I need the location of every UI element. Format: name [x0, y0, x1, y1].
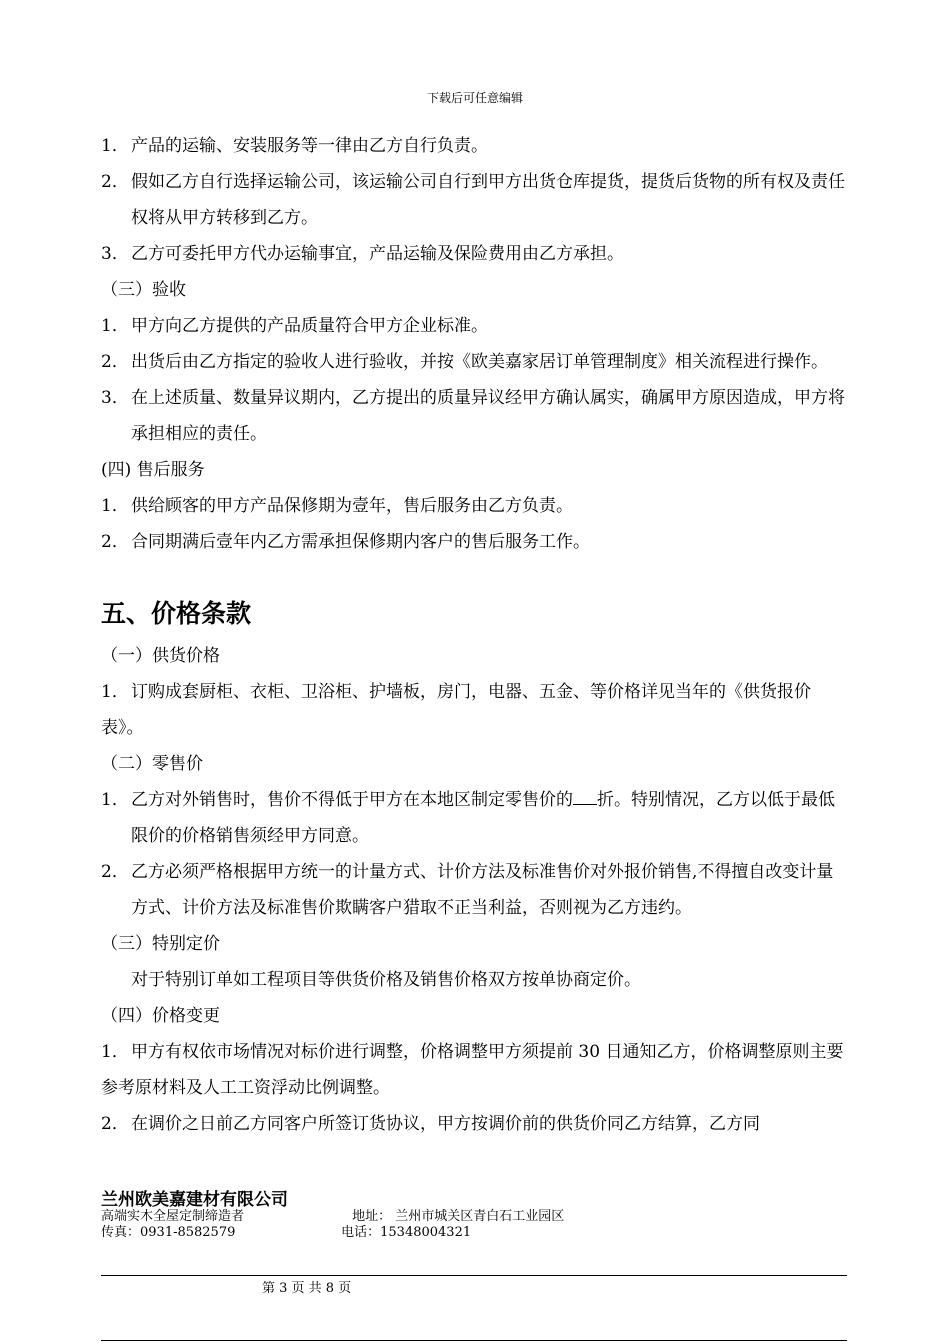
list-item-text: 在上述质量、数量异议期内，乙方提出的质量异议经甲方确认属实，确属甲方原因造成，甲方将承担相应的责任。	[131, 388, 845, 444]
list-item-text: 甲方向乙方提供的产品质量符合甲方企业标准。	[131, 316, 488, 336]
subsection-heading: （三）验收	[101, 280, 186, 300]
footer-slogan: 高端实木全屋定制缔造者	[101, 1209, 245, 1224]
section-title: 五、价格条款	[101, 599, 252, 628]
list-item-number: 1．	[101, 136, 129, 156]
list-item-text: 折。特别情况，乙方以低于最低限价的价格销售须经甲方同意。	[131, 790, 835, 846]
footer-company-name: 兰州欧美嘉建材有限公司	[101, 1190, 288, 1210]
list-item-text: 假如乙方自行选择运输公司，该运输公司自行到甲方出货仓库提货，提货后货物的所有权及责任权将从甲方转移到乙方。	[131, 172, 845, 228]
subsection-heading: （二）零售价	[101, 754, 203, 774]
list-item-number: 2．	[101, 1114, 129, 1134]
list-item-number: 2．	[101, 532, 129, 552]
list-item	[101, 128, 849, 164]
page-number: 第 3 页 共 8 页	[262, 1281, 352, 1296]
list-item	[101, 524, 849, 560]
subsection-heading: (四) 售后服务	[101, 460, 205, 480]
list-item-number: 2．	[101, 862, 129, 882]
list-item-text: 供给顾客的甲方产品保修期为壹年，售后服务由乙方负责。	[131, 496, 573, 516]
list-item	[101, 236, 849, 272]
list-item	[101, 164, 849, 236]
fill-in-blank	[573, 786, 597, 805]
list-item-text: 产品的运输、安装服务等一律由乙方自行负责。	[131, 136, 488, 156]
list-item	[101, 1106, 849, 1142]
list-item-text: 乙方可委托甲方代办运输事宜，产品运输及保险费用由乙方承担。	[131, 244, 624, 264]
subsection-heading: （三）特别定价	[101, 934, 220, 954]
list-item-number: 3．	[101, 388, 129, 408]
list-item-number: 1．	[101, 1042, 129, 1062]
list-item-text: 甲方有权依市场情况对标价进行调整，价格调整甲方须提前 30 日通知乙方，价格调整原则主要参考原材料及人工工资浮动比例调整。	[101, 1042, 844, 1098]
list-item	[101, 380, 849, 452]
list-item-number: 1．	[101, 496, 129, 516]
footer-address: 地址： 兰州市城关区青白石工业园区	[352, 1209, 565, 1224]
header-note: 下载后可任意编辑	[426, 91, 523, 105]
list-item-text: 合同期满后壹年内乙方需承担保修期内客户的售后服务工作。	[131, 532, 590, 552]
page-bottom-divider	[101, 1340, 847, 1341]
list-item-number: 1．	[101, 682, 129, 702]
list-item	[101, 1034, 849, 1106]
list-item	[101, 308, 849, 344]
list-item	[101, 488, 849, 524]
footer-fax: 传真：0931-8582579	[101, 1225, 236, 1240]
document-body	[101, 128, 849, 1142]
paragraph: 对于特别订单如工程项目等供货价格及销售价格双方按单协商定价。	[131, 970, 641, 990]
subsection-heading: （四）价格变更	[101, 1006, 220, 1026]
list-item-number: 3．	[101, 244, 129, 264]
list-item-text: 乙方必须严格根据甲方统一的计量方式、计价方法及标准售价对外报价销售,不得擅自改变计量方式、计价方法及标准售价欺瞒客户猎取不正当利益，否则视为乙方违约。	[131, 862, 834, 918]
list-item-number: 1．	[101, 790, 129, 810]
list-item-text: 订购成套厨柜、衣柜、卫浴柜、护墙板，房门，电器、五金、等价格详见当年的《供货报价表》。	[101, 682, 811, 738]
footer-line-2	[101, 1221, 471, 1240]
footer-phone: 电话：15348004321	[341, 1225, 472, 1240]
subsection-heading: （一）供货价格	[101, 646, 220, 666]
list-item-number: 1．	[101, 316, 129, 336]
list-item-text: 出货后由乙方指定的验收人进行验收，并按《欧美嘉家居订单管理制度》相关流程进行操作。	[131, 352, 828, 372]
list-item-text: 在调价之日前乙方同客户所签订货协议，甲方按调价前的供货价同乙方结算，乙方同	[131, 1114, 760, 1134]
list-item-text: 乙方对外销售时，售价不得低于甲方在本地区制定零售价的	[131, 790, 573, 810]
list-item	[101, 782, 849, 854]
footer-divider	[101, 1275, 847, 1276]
list-item-number: 2．	[101, 172, 129, 192]
list-item	[101, 854, 849, 926]
list-item-number: 2．	[101, 352, 129, 372]
list-item	[101, 674, 849, 746]
list-item	[101, 344, 849, 380]
